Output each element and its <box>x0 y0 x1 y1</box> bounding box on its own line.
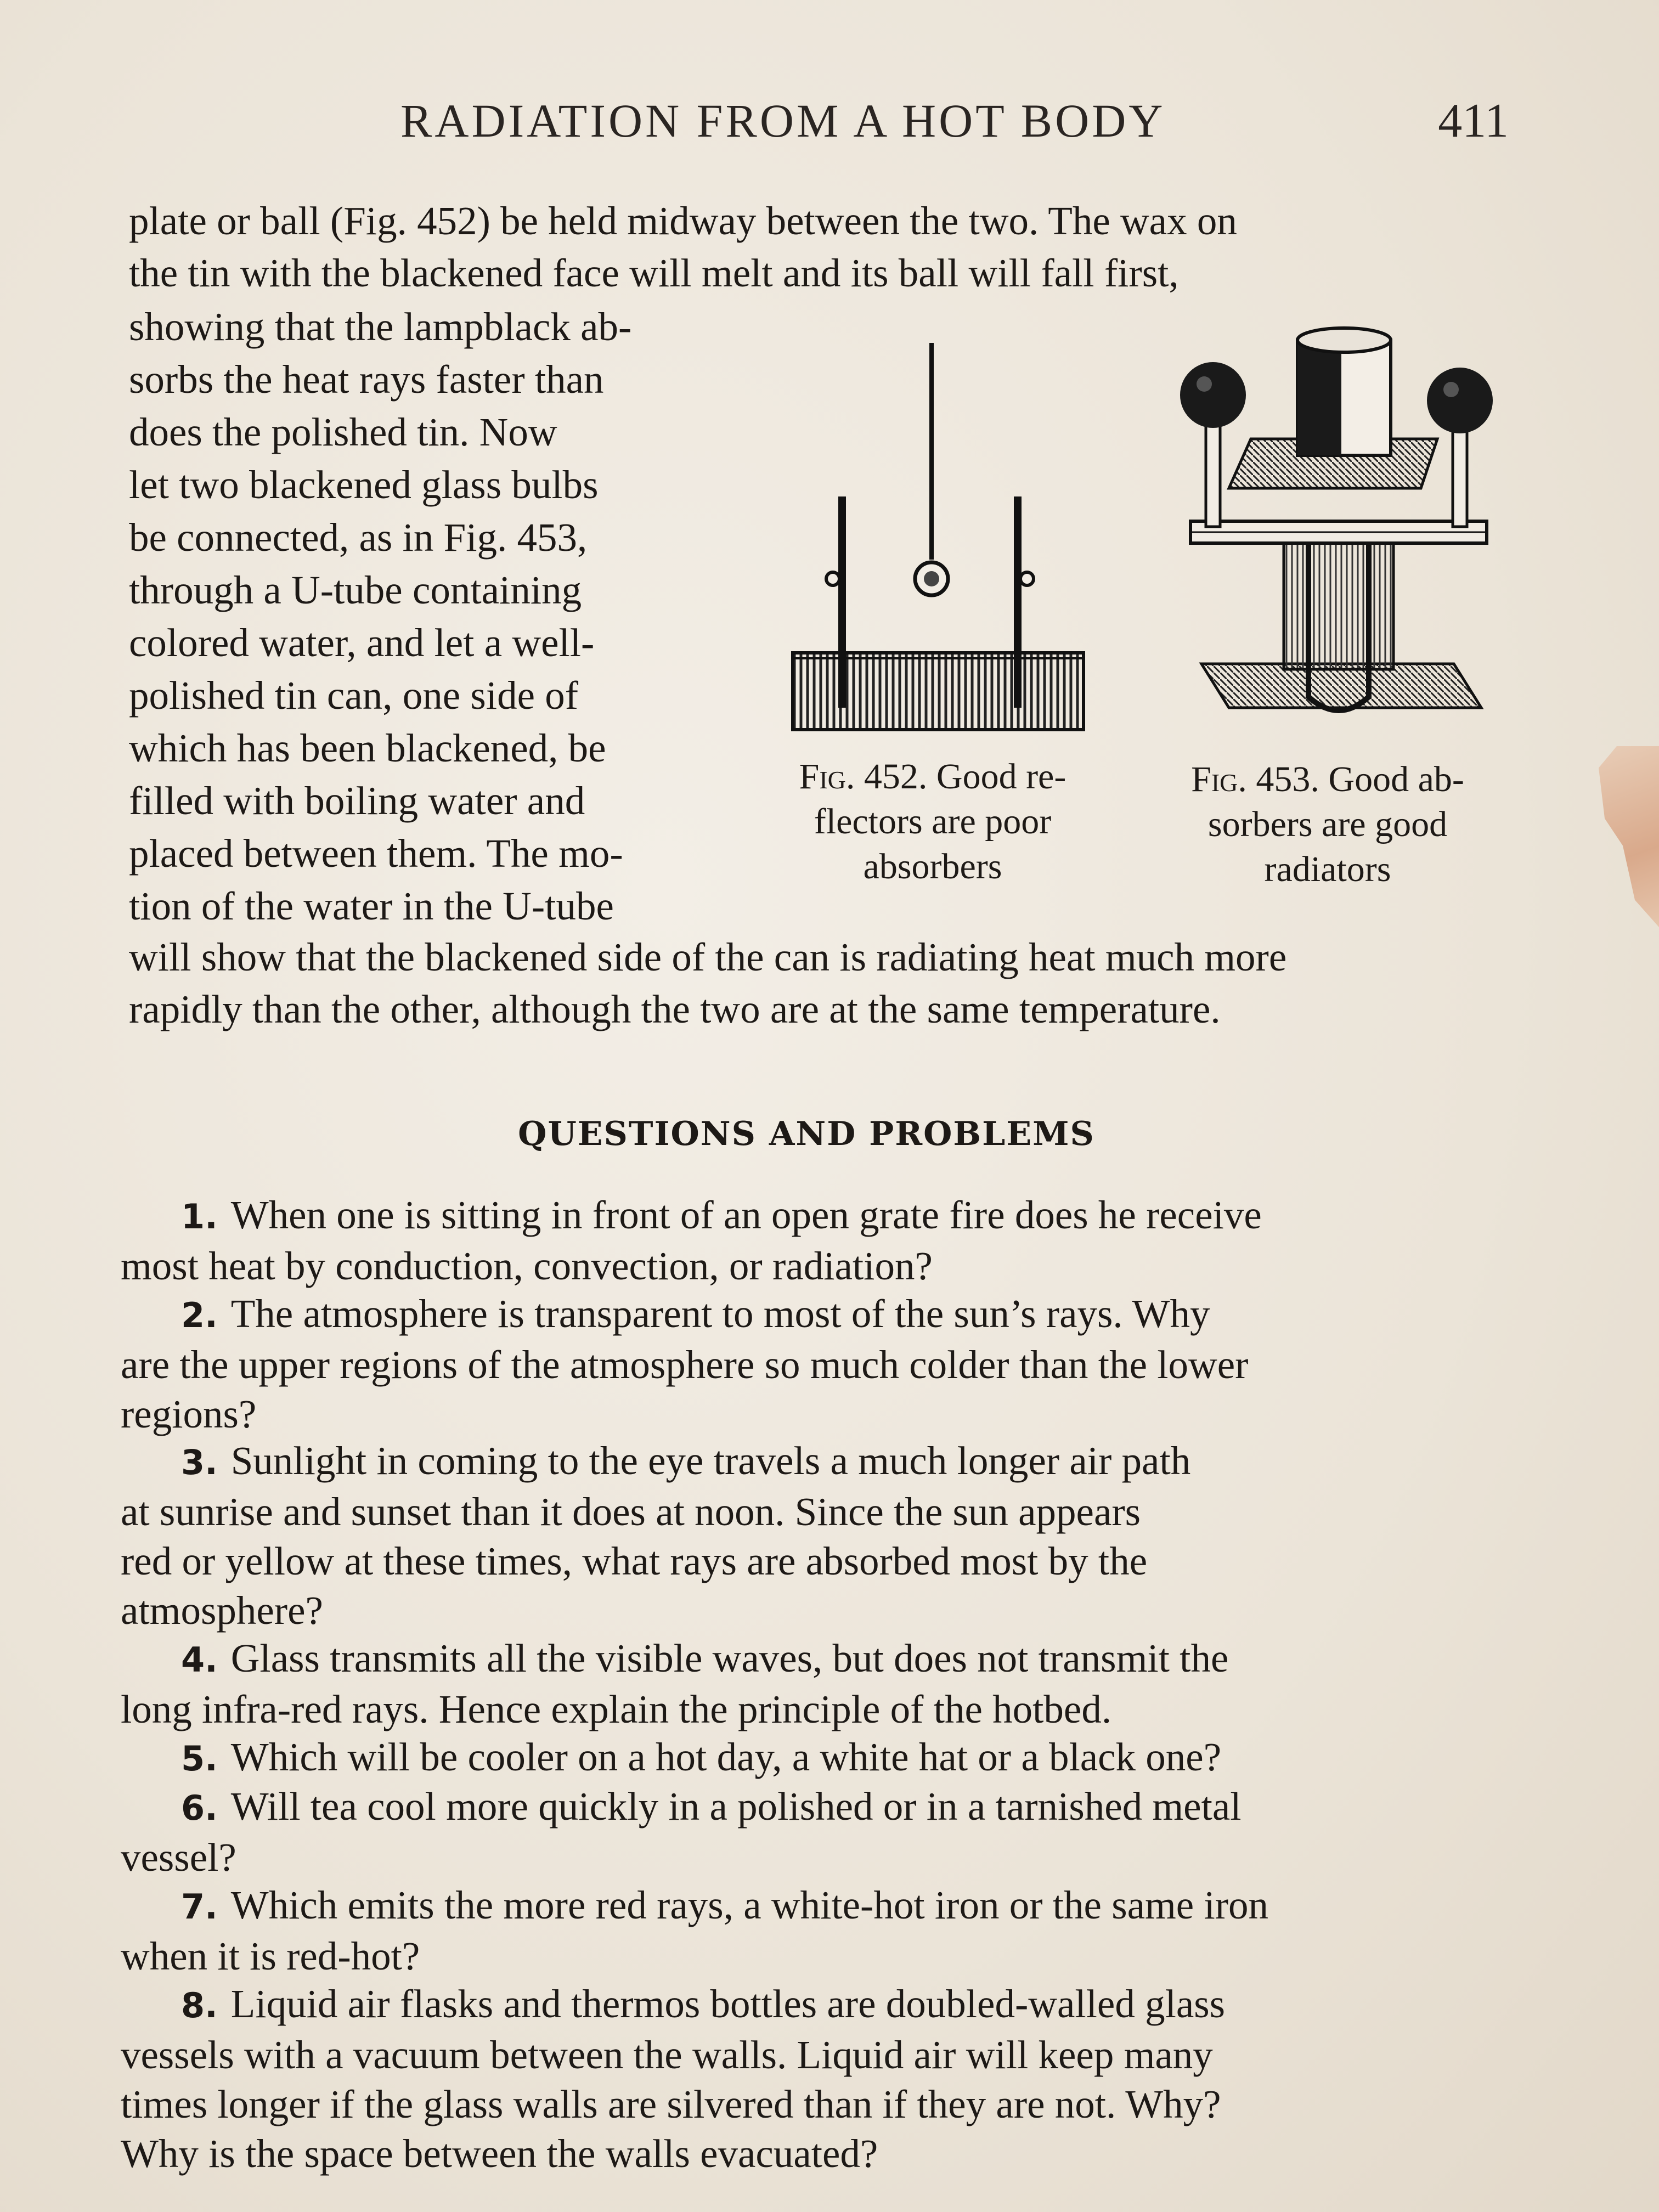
question-text: vessel? <box>121 1835 236 1880</box>
question-text: long infra-red rays. Hence explain the principle of the hotbed. <box>121 1687 1112 1731</box>
question-4 <box>121 1634 1487 1734</box>
figure-452-caption-line: Good re- <box>936 757 1066 797</box>
figure-453-caption-line: Good ab- <box>1328 759 1464 799</box>
question-number: 1. <box>181 1197 218 1237</box>
question-text: regions? <box>121 1392 257 1436</box>
paragraph-line: plate or ball (Fig. 452) be held midway between the two. The wax on <box>129 199 1237 243</box>
question-text: Why is the space between the walls evacuated? <box>121 2131 878 2176</box>
figure-453-caption-line: sorbers are good <box>1207 804 1448 844</box>
question-text: at sunrise and sunset than it does at noon. Since the sun appears <box>121 1489 1141 1534</box>
question-number: 6. <box>181 1788 218 1828</box>
figure-452-illustration <box>785 329 1092 735</box>
question-2 <box>121 1289 1487 1439</box>
question-text: when it is red-hot? <box>121 1934 420 1978</box>
question-number: 4. <box>181 1640 218 1680</box>
figure-453-caption-line: radiators <box>1264 849 1391 889</box>
question-text: are the upper regions of the atmosphere so much colder than the lower <box>121 1342 1249 1387</box>
paragraph-line: let two blackened glass bulbs <box>129 462 599 507</box>
question-text: times longer if the glass walls are silvered than if they are not. Why? <box>121 2082 1221 2126</box>
question-text: Which emits the more red rays, a white-hot iron or the same iron <box>230 1883 1269 1927</box>
question-1 <box>121 1190 1487 1291</box>
question-8 <box>121 1979 1487 2179</box>
paragraph-line: sorbs the heat rays faster than <box>129 357 604 402</box>
figure-452-caption-line: flectors are poor <box>814 802 1052 842</box>
paragraph-line: polished tin can, one side of <box>129 673 579 718</box>
figure-453-illustration <box>1174 324 1503 741</box>
question-5 <box>121 1733 1487 1784</box>
figure-453-label: Fig. 453. <box>1191 759 1319 799</box>
paragraph-line: placed between them. The mo- <box>129 831 623 876</box>
question-number: 7. <box>181 1887 218 1927</box>
question-3 <box>121 1436 1487 1635</box>
paragraph-line: be connected, as in Fig. 453, <box>129 515 588 560</box>
question-text: The atmosphere is transparent to most of the sun’s rays. Why <box>230 1291 1210 1336</box>
page-header <box>126 93 1509 148</box>
paragraph-line: the tin with the blackened face will melt and its ball will fall first, <box>129 251 1179 295</box>
question-text: When one is sitting in front of an open grate fire does he receive <box>230 1193 1262 1237</box>
question-text: Will tea cool more quickly in a polished or in a tarnished metal <box>230 1784 1242 1829</box>
question-text: atmosphere? <box>121 1588 323 1633</box>
question-6 <box>121 1782 1487 1882</box>
question-text: Which will be cooler on a hot day, a white hat or a black one? <box>230 1735 1222 1779</box>
torn-page-edge <box>1599 746 1659 927</box>
paragraph-line: showing that the lampblack ab- <box>129 304 632 349</box>
paragraph-line: colored water, and let a well- <box>129 620 595 665</box>
question-number: 3. <box>181 1442 218 1482</box>
question-text: Liquid air flasks and thermos bottles are doubled-walled glass <box>230 1982 1226 2026</box>
paragraph-line: which has been blackened, be <box>129 726 606 770</box>
question-number: 2. <box>181 1295 218 1335</box>
figure-453-caption <box>1147 757 1509 892</box>
questions-heading: QUESTIONS AND PROBLEMS <box>518 1115 1095 1153</box>
question-7 <box>121 1881 1487 1981</box>
question-text: Sunlight in coming to the eye travels a much longer air path <box>230 1438 1191 1483</box>
running-title: RADIATION FROM A HOT BODY <box>400 94 1166 147</box>
paragraph-line: filled with boiling water and <box>129 778 585 823</box>
figure-452-caption <box>757 754 1108 889</box>
question-number: 8. <box>181 1985 218 2025</box>
figure-452-label: Fig. 452. <box>799 757 928 797</box>
question-text: Glass transmits all the visible waves, but does not transmit the <box>230 1636 1229 1680</box>
paragraph-line: will show that the blackened side of the can is radiating heat much more <box>129 935 1287 979</box>
paragraph-line: tion of the water in the U-tube <box>129 884 614 928</box>
figure-452-caption-line: absorbers <box>863 847 1002 887</box>
question-number: 5. <box>181 1739 218 1779</box>
paragraph-line: rapidly than the other, although the two are at the same temperature. <box>129 987 1221 1031</box>
paragraph-line: does the polished tin. Now <box>129 410 557 454</box>
question-text: most heat by conduction, convection, or radiation? <box>121 1244 933 1288</box>
question-text: red or yellow at these times, what rays are absorbed most by the <box>121 1539 1148 1583</box>
page-number: 411 <box>1438 94 1509 148</box>
question-text: vessels with a vacuum between the walls. Liquid air will keep many <box>121 2033 1213 2077</box>
paragraph-line: through a U-tube containing <box>129 568 582 612</box>
